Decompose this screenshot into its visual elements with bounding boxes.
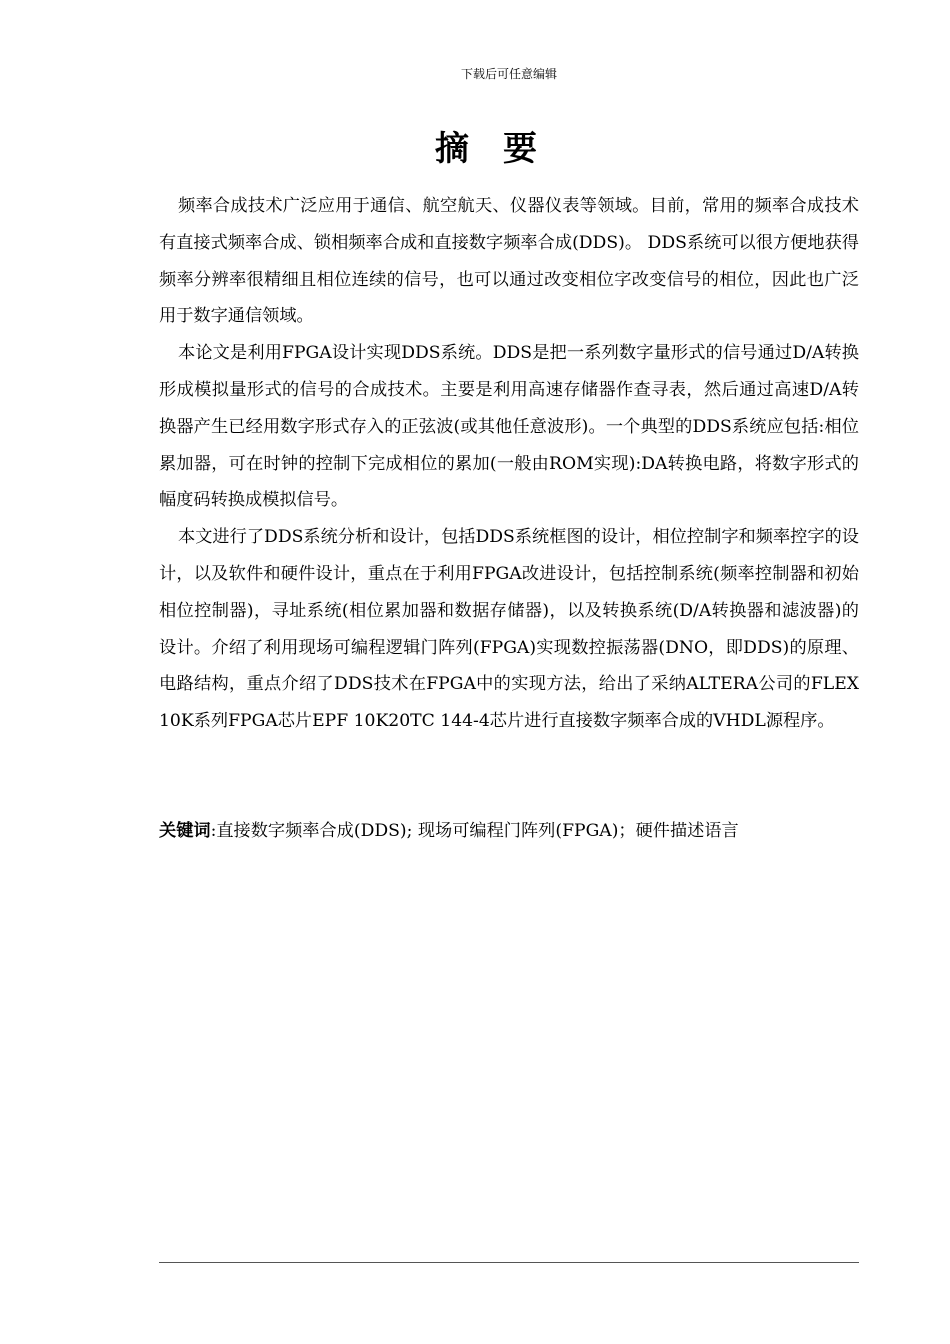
keywords-text: :直接数字频率合成(DDS); 现场可编程门阵列(FPGA)；硬件描述语言 — [210, 821, 739, 841]
abstract-paragraph-1: 频率合成技术广泛应用于通信、航空航天、仪器仪表等领域。目前，常用的频率合成技术有直接式频率合成、锁相频率合成和直接数字频率合成(DDS)。 DDS系统可以很方便地获得频率分辨率很精细且相位连续的信号，也可以通过改变相位字改变信号的相位，因此也广泛用于数字通信领域。 — [159, 196, 859, 327]
footer-divider — [159, 1262, 859, 1263]
title-char-1: 摘 — [435, 129, 469, 169]
keywords-line — [159, 815, 879, 847]
keywords-label: 关键词 — [159, 821, 211, 841]
abstract-body — [159, 188, 859, 740]
page-header-note: 下载后可任意编辑 — [460, 67, 557, 81]
abstract-paragraph-3: 本文进行了DDS系统分析和设计，包括DDS系统框图的设计，相位控制字和频率控字的设计，以及软件和硬件设计，重点在于利用FPGA改进设计，包括控制系统(频率控制器和初始相位控制器)，寻址系统(相位累加器和数据存储器)，以及转换系统(D/A转换器和滤波器)的设计。介绍了利用现场可编程逻辑门阵列(FPGA)实现数控振荡器(DNO，即DDS)的原理、电路结构，重点介绍了DDS技术在FPGA中的实现方法，给出了采纳ALTERA公司的FLEX 10K系列FPGA芯片EPF 10K20TC 144-4芯片进行直接数字频率合成的VHDL源程序。 — [159, 527, 859, 732]
title-char-2: 要 — [503, 129, 537, 169]
abstract-paragraph-2: 本论文是利用FPGA设计实现DDS系统。DDS是把一系列数字量形式的信号通过D/A转换形成模拟量形式的信号的合成技术。主要是利用高速存储器作查寻表，然后通过高速D/A转换器产生已经用数字形式存入的正弦波(或其他任意波形)。一个典型的DDS系统应包括:相位累加器，可在时钟的控制下完成相位的累加(一般由ROM实现):DA转换电路，将数字形式的幅度码转换成模拟信号。 — [159, 343, 859, 511]
page-title — [0, 127, 950, 171]
